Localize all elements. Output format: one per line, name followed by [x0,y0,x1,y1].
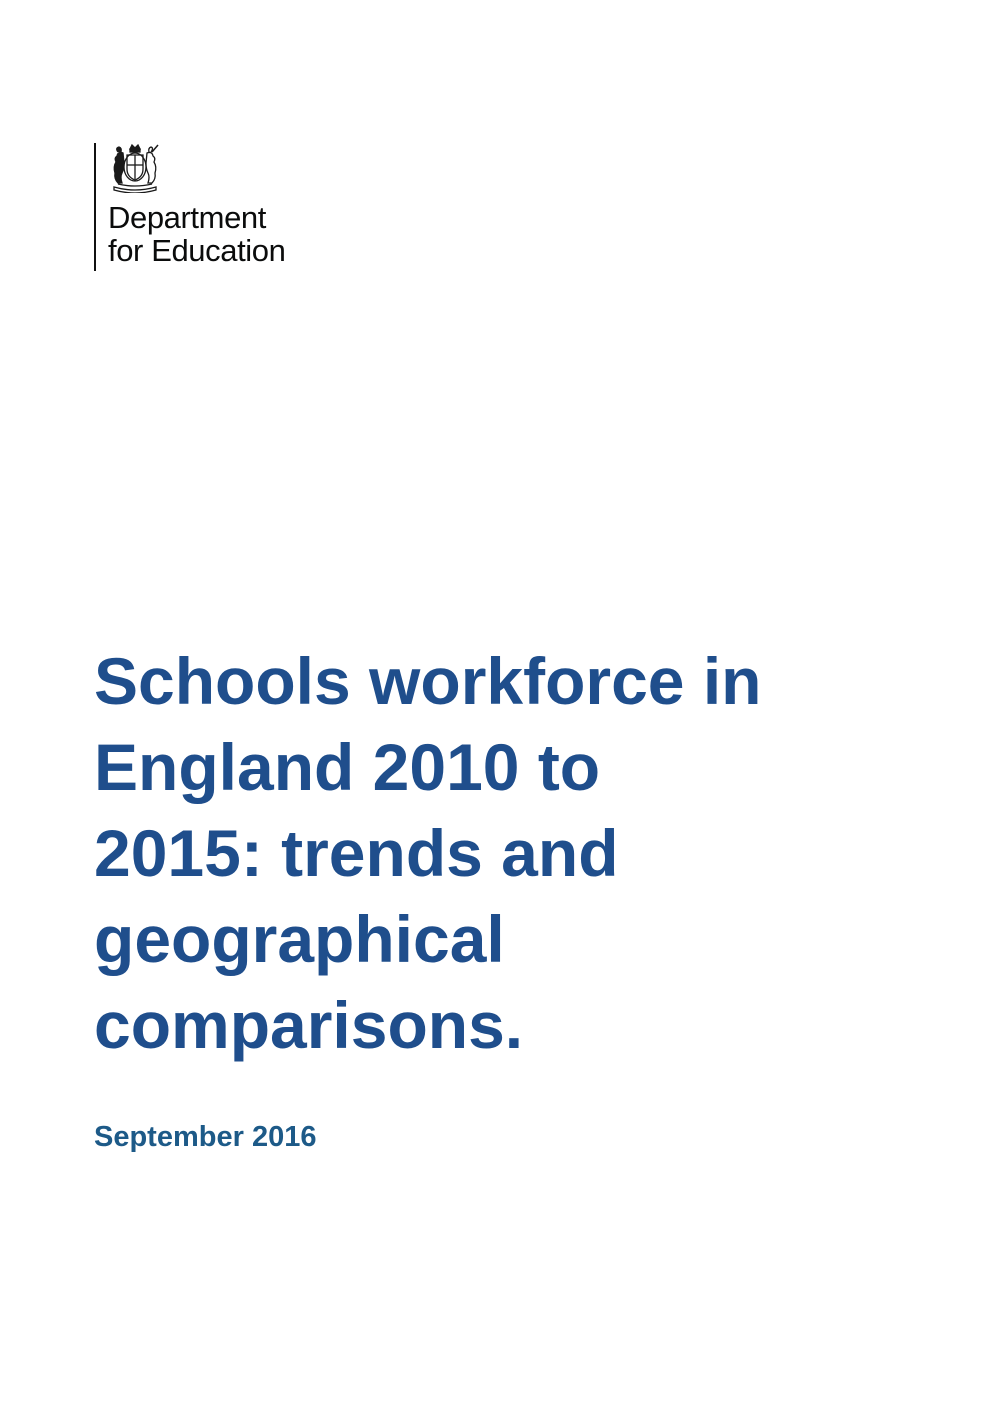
title-line: comparisons. [94,988,524,1062]
department-name-line-2: for Education [108,233,286,268]
publication-date: September 2016 [94,1121,317,1153]
title-line: geographical [94,902,505,976]
department-name-line-1: Department [108,200,266,235]
title-line: England 2010 to [94,730,601,804]
department-logo [94,143,324,271]
title-line: Schools workforce in [94,644,762,718]
title-line: 2015: trends and [94,816,619,890]
logo-vertical-rule [94,143,96,271]
royal-coat-of-arms-icon [106,143,164,193]
document-title [94,638,914,1068]
department-name [108,201,285,267]
